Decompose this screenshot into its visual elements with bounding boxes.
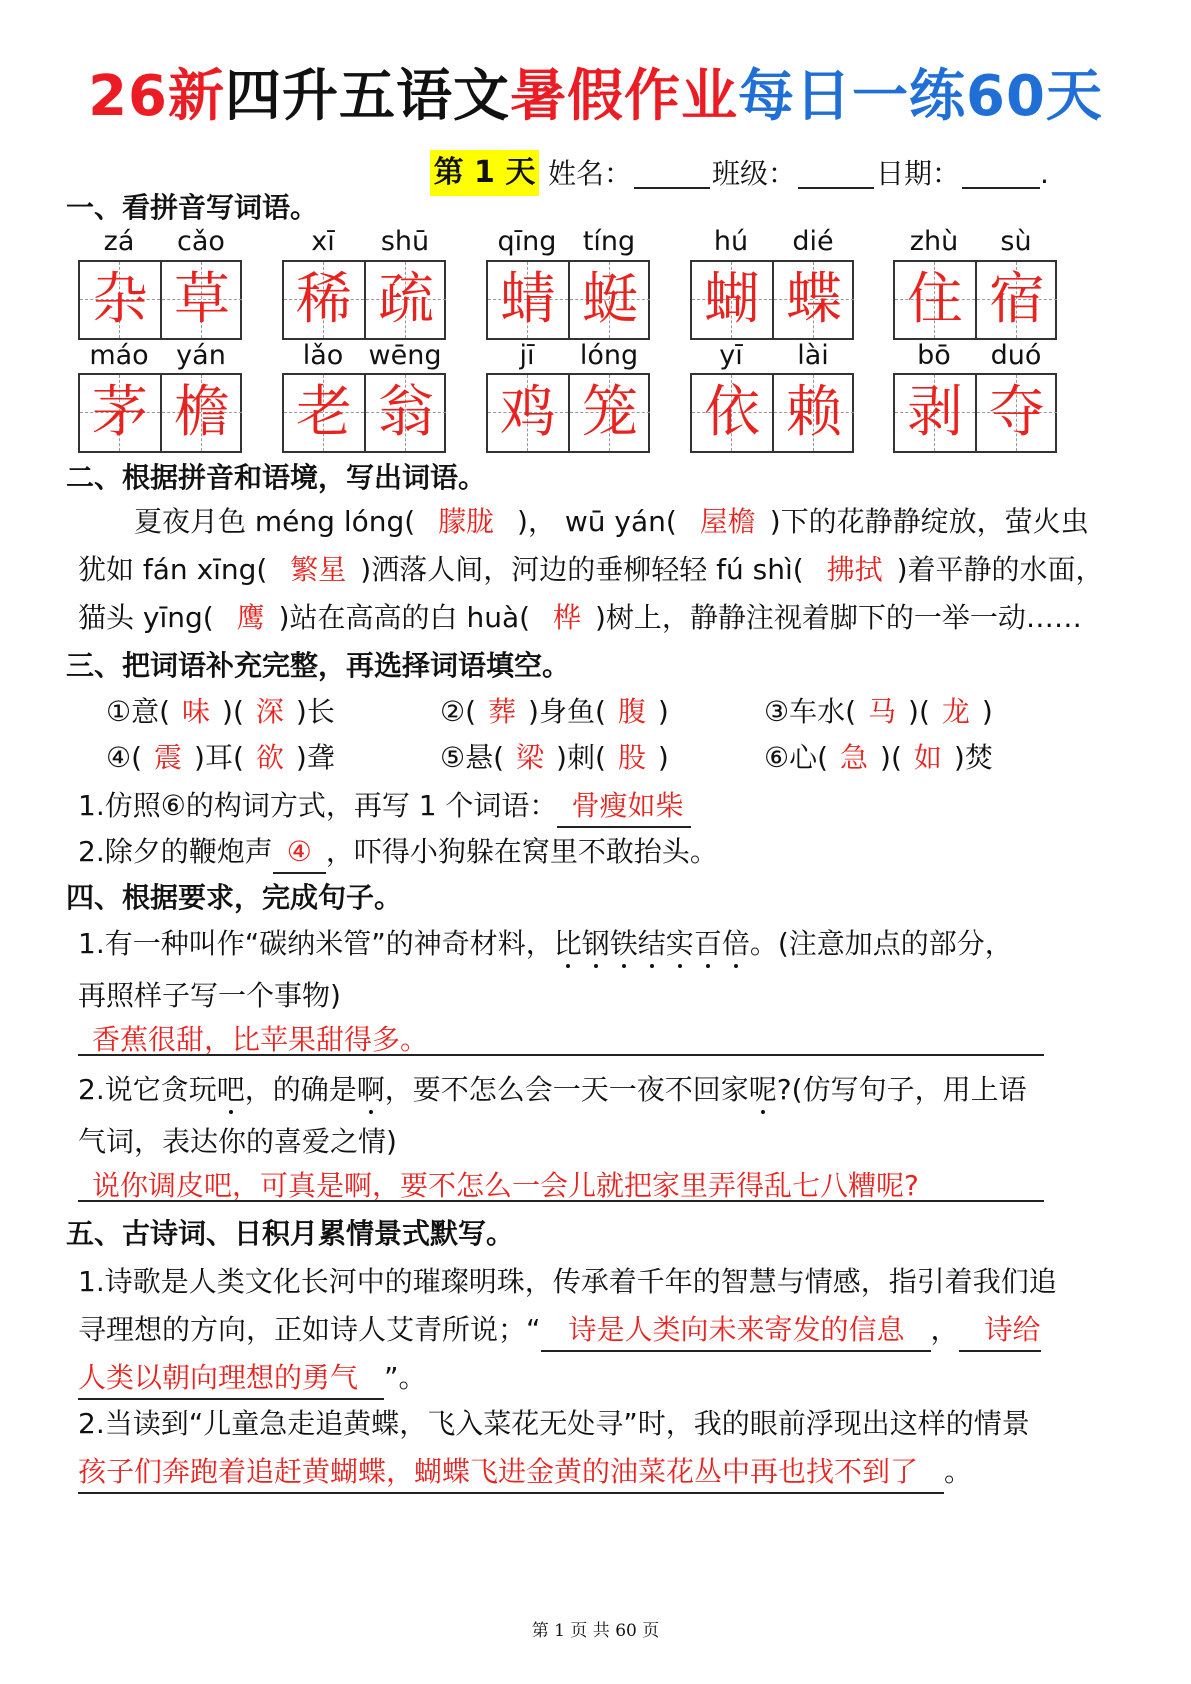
tianzige-box	[893, 260, 1057, 340]
s3-q2-answer[interactable]: ④	[273, 832, 326, 874]
pinyin-label: máo	[89, 340, 149, 371]
tianzige-cell[interactable]	[80, 375, 160, 451]
s4-q1-line-1	[78, 924, 1013, 964]
pinyin-label: duó	[990, 340, 1042, 371]
idiom-2-a: ②(	[440, 695, 477, 728]
class-label: 班级：	[712, 157, 797, 190]
section-5-title: 五、古诗词、日积月累情景式默写。	[66, 1217, 515, 1250]
answer-char: 赖	[786, 380, 842, 445]
idiom-6-y[interactable]: 如	[913, 741, 942, 774]
tianzige-cell[interactable]	[895, 375, 975, 451]
dotted-char: 倍	[722, 924, 750, 964]
s4-q1-text-a: 1.有一种叫作“碳纳米管”的神奇材料，	[78, 927, 554, 960]
s5-q1-line-3	[78, 1358, 427, 1400]
s5-q1-line-1: 1.诗歌是人类文化长河中的璀璨明珠，传承着千年的智慧与情感，指引着我们追	[78, 1265, 1057, 1298]
tianzige-box	[78, 260, 242, 340]
tianzige-cell[interactable]	[488, 262, 568, 338]
answer-char: 翁	[378, 380, 434, 445]
tianzige-cell[interactable]	[692, 262, 772, 338]
s4-q2-line-1	[78, 1070, 1027, 1110]
answer-char: 鸡	[500, 380, 556, 445]
tianzige-box	[893, 373, 1057, 453]
idiom-1-b: )(	[222, 695, 244, 728]
idiom-3-a: ③车水(	[764, 695, 857, 728]
tianzige-box	[486, 373, 650, 453]
tianzige-cell[interactable]	[366, 375, 446, 451]
pinyin-label: tíng	[582, 226, 636, 257]
s2-line-1	[134, 502, 1089, 542]
tianzige-cell[interactable]	[977, 262, 1057, 338]
idiom-2-y[interactable]: 腹	[617, 695, 646, 728]
s2-line-3	[78, 598, 1082, 638]
answer-char: 草	[174, 267, 230, 332]
tianzige-cell[interactable]	[284, 262, 364, 338]
idiom-6-a: ⑥心(	[764, 741, 829, 774]
dotted-char: 实	[666, 924, 694, 964]
pinyin-label: lóng	[579, 340, 639, 371]
pinyin-label: bō	[917, 340, 951, 371]
dotted-char: 百	[694, 924, 722, 964]
date-label: 日期：	[876, 157, 961, 190]
pinyin-label: yī	[719, 340, 743, 371]
idiom-5-a: ⑤悬(	[440, 741, 505, 774]
s2-l1-answer-1[interactable]: 朦胧	[438, 505, 495, 538]
pinyin-label: lǎo	[302, 340, 344, 371]
idiom-3-x[interactable]: 马	[868, 695, 897, 728]
dotted-char: 钢	[582, 924, 610, 964]
answer-char: 杂	[92, 267, 148, 332]
s3-question-2	[78, 832, 718, 874]
s3-question-1	[78, 786, 691, 828]
s5-q1-line-2	[78, 1310, 1041, 1352]
s2-l3-answer-2[interactable]: 桦	[552, 601, 581, 634]
answer-char: 茅	[92, 380, 148, 445]
title-part-3: 暑假作业	[510, 64, 738, 129]
page-title	[0, 62, 1191, 132]
s3-q2-text-b: ，吓得小狗躲在窝里不敢抬头。	[325, 835, 718, 868]
pinyin-label: lài	[797, 340, 829, 371]
s4-q2-line-2: 气词，表达你的喜爱之情)	[78, 1125, 397, 1158]
answer-char: 蜓	[582, 267, 638, 332]
pinyin-label: xī	[311, 226, 335, 257]
s2-l3-text-a: 猫头 yīng(	[78, 601, 214, 634]
s5-q2-line-1: 2.当读到“儿童急走追黄蝶，飞入菜花无处寻”时，我的眼前浮现出这样的情景	[78, 1407, 1030, 1440]
tianzige-box	[690, 260, 854, 340]
class-field-line[interactable]	[798, 187, 874, 189]
s2-l1-text-b: )， wū yán(	[517, 505, 677, 538]
tianzige-box	[282, 373, 446, 453]
s3-q1-text: 1.仿照⑥的构词方式，再写 1 个词语：	[78, 789, 558, 822]
answer-char: 宿	[989, 267, 1045, 332]
title-part-2: 四升五语文	[225, 64, 510, 129]
page-footer: 第 1 页 共 60 页	[531, 1621, 660, 1641]
dotted-char: 呢	[749, 1070, 777, 1110]
section-3-title: 三、把词语补充完整，再选择词语填空。	[66, 649, 571, 682]
tianzige-cell[interactable]	[488, 375, 568, 451]
idiom-5	[440, 738, 669, 778]
dotted-char: 铁	[610, 924, 638, 964]
dotted-char: 比	[554, 924, 582, 964]
tianzige-cell[interactable]	[80, 262, 160, 338]
s5-q1-answer-2a[interactable]: 诗给	[959, 1310, 1041, 1352]
s4-q2-answer-line	[78, 1200, 1044, 1202]
answer-char: 疏	[378, 267, 434, 332]
idiom-2-c: )	[657, 695, 669, 728]
tianzige-box	[78, 373, 242, 453]
pinyin-label: sù	[1000, 226, 1032, 257]
idiom-1	[106, 692, 335, 732]
pinyin-label: cǎo	[177, 226, 225, 257]
tianzige-cell[interactable]	[162, 262, 242, 338]
tianzige-box	[690, 373, 854, 453]
idiom-3	[764, 692, 993, 732]
dotted-char: 啊	[357, 1070, 385, 1110]
pinyin-label: zhù	[909, 226, 959, 257]
s2-l2-answer-1[interactable]: 繁星	[290, 553, 347, 586]
answer-char: 蜻	[500, 267, 556, 332]
answer-char: 老	[296, 380, 352, 445]
answer-char: 蝴	[704, 267, 760, 332]
idiom-5-c: )	[657, 741, 669, 774]
tianzige-cell[interactable]	[895, 262, 975, 338]
idiom-1-x[interactable]: 味	[182, 695, 211, 728]
idiom-6-c: )焚	[953, 741, 993, 774]
s2-l1-text-a: 夏夜月色 méng lóng(	[134, 505, 416, 538]
idiom-5-x[interactable]: 梁	[516, 741, 545, 774]
idiom-5-y[interactable]: 股	[617, 741, 646, 774]
answer-char: 檐	[174, 380, 230, 445]
idiom-6-b: )(	[880, 741, 902, 774]
answer-char: 剥	[907, 380, 963, 445]
end-mark: .	[1040, 157, 1049, 190]
s2-l3-text-b: )站在高高的白 huà(	[278, 601, 531, 634]
idiom-4-b: )耳(	[194, 741, 244, 774]
answer-char: 依	[704, 380, 760, 445]
pinyin-label: zá	[103, 226, 135, 257]
answer-char: 住	[907, 267, 963, 332]
tianzige-box	[486, 260, 650, 340]
s5-q2-answer[interactable]: 孩子们奔跑着追赶黄蝴蝶，蝴蝶飞进金黄的油菜花丛中再也找不到了	[78, 1452, 944, 1494]
idiom-4-x[interactable]: 震	[154, 741, 183, 774]
section-4-title: 四、根据要求，完成句子。	[66, 881, 403, 914]
pinyin-label: shū	[380, 226, 430, 257]
answer-char: 笼	[582, 380, 638, 445]
idiom-3-c: )	[981, 695, 993, 728]
s2-l1-answer-2[interactable]: 屋檐	[699, 505, 756, 538]
s4-q1-text-b: 。(注意加点的部分，	[749, 927, 1013, 960]
title-part-1: 26新	[88, 64, 225, 129]
answer-char: 夺	[989, 380, 1045, 445]
name-label: 姓名：	[548, 157, 633, 190]
idiom-2-b: )身鱼(	[528, 695, 606, 728]
date-field-line[interactable]	[962, 187, 1040, 189]
s2-l3-text-c: )树上，静静注视着脚下的一举一动……	[594, 601, 1082, 634]
s2-l2-text-a: 犹如 fán xīng(	[78, 553, 268, 586]
s3-q1-answer[interactable]: 骨瘦如柴	[557, 786, 691, 828]
answer-char: 蝶	[786, 267, 842, 332]
pinyin-label: yán	[176, 340, 226, 371]
s4-q1-answer[interactable]: 香蕉很甜，比苹果甜得多。	[92, 1023, 429, 1056]
pinyin-label: hú	[713, 226, 749, 257]
pinyin-label: qīng	[497, 226, 557, 257]
idiom-4-a: ④(	[106, 741, 143, 774]
s4-q2-text-b: ，的确是	[244, 1073, 357, 1106]
s5-q2-line-2	[78, 1452, 972, 1494]
s5-q1-comma: ，	[930, 1313, 959, 1346]
idiom-4-c: )聋	[295, 741, 335, 774]
pinyin-label: dié	[792, 226, 834, 257]
s5-q2-end: 。	[944, 1455, 973, 1488]
idiom-1-y[interactable]: 深	[255, 695, 284, 728]
idiom-1-a: ①意(	[106, 695, 171, 728]
idiom-6-x[interactable]: 急	[840, 741, 869, 774]
tianzige-cell[interactable]	[570, 375, 650, 451]
s3-q2-text-a: 2.除夕的鞭炮声	[78, 835, 273, 868]
idiom-2-x[interactable]: 葬	[488, 695, 517, 728]
s4-q2-text-e: ?(仿写句子，用上语	[776, 1073, 1027, 1106]
tianzige-cell[interactable]	[692, 375, 772, 451]
s2-line-2	[78, 550, 1104, 590]
s2-l2-text-c: )着平静的水面，	[896, 553, 1104, 586]
section-2-title: 二、根据拼音和语境，写出词语。	[66, 461, 487, 494]
s2-l1-text-c: )下的花静静绽放，萤火虫	[769, 505, 1089, 538]
s4-q2-text-a: 2.说它贪玩	[78, 1073, 217, 1106]
idiom-2	[440, 692, 669, 732]
tianzige-cell[interactable]	[977, 375, 1057, 451]
s2-l2-text-b: )洒落人间，河边的垂柳轻轻 fú shì(	[360, 553, 804, 586]
s2-l2-answer-2[interactable]: 拂拭	[826, 553, 883, 586]
s4-q2-answer[interactable]: 说你调皮吧，可真是啊，要不怎么一会儿就把家里弄得乱七八糟呢?	[92, 1169, 919, 1202]
idiom-4	[106, 738, 335, 778]
idiom-4-y[interactable]: 欲	[255, 741, 284, 774]
pinyin-label: wēng	[368, 340, 442, 371]
tianzige-cell[interactable]	[774, 262, 854, 338]
s2-l3-answer-1[interactable]: 鹰	[236, 601, 265, 634]
section-1-title: 一、看拼音写词语。	[66, 191, 319, 224]
s5-q1-answer-2b[interactable]: 人类以朝向理想的勇气	[78, 1358, 384, 1400]
idiom-3-y[interactable]: 龙	[941, 695, 970, 728]
tianzige-cell[interactable]	[570, 262, 650, 338]
s4-q2-text-c: ，要不怎么会一天一夜不回家	[384, 1073, 749, 1106]
tianzige-cell[interactable]	[774, 375, 854, 451]
tianzige-cell[interactable]	[366, 262, 446, 338]
idiom-1-c: )长	[295, 695, 335, 728]
s4-q1-answer-line	[78, 1054, 1044, 1056]
s5-q1-end: ”。	[384, 1361, 427, 1394]
name-field-line[interactable]	[634, 187, 710, 189]
answer-char: 稀	[296, 267, 352, 332]
dotted-char: 结	[638, 924, 666, 964]
s5-q1-answer-1[interactable]: 诗是人类向未来寄发的信息	[541, 1310, 931, 1352]
idiom-5-b: )刺(	[556, 741, 606, 774]
dotted-char: 吧	[217, 1070, 245, 1110]
tianzige-cell[interactable]	[284, 375, 364, 451]
pinyin-label: jī	[519, 340, 535, 371]
idiom-6	[764, 738, 993, 778]
s5-q1-text-a: 寻理想的方向，正如诗人艾青所说；“	[78, 1313, 541, 1346]
tianzige-cell[interactable]	[162, 375, 242, 451]
tianzige-box	[282, 260, 446, 340]
s4-q1-line-2: 再照样子写一个事物)	[78, 979, 341, 1012]
title-part-4: 每日一练60天	[738, 64, 1103, 129]
day-badge: 第 1 天	[430, 150, 539, 196]
idiom-3-b: )(	[908, 695, 930, 728]
